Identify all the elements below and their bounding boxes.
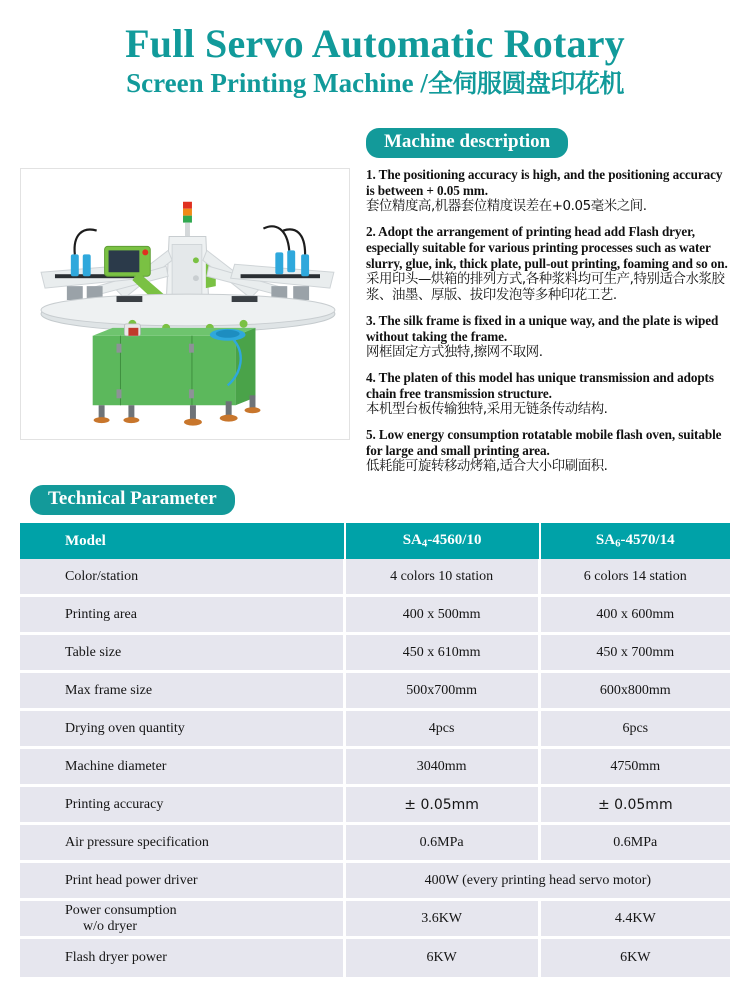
row-value-1: 3040mm bbox=[346, 749, 541, 787]
model-2-suffix: -4570/14 bbox=[620, 532, 675, 549]
table-header-row bbox=[20, 523, 730, 559]
machine-illustration bbox=[21, 169, 349, 439]
table-row bbox=[20, 787, 730, 825]
row-label: Drying oven quantity bbox=[20, 711, 346, 749]
description-item bbox=[366, 224, 734, 306]
description-item-cn: 网框固定方式独特,擦网不取网. bbox=[366, 345, 543, 361]
table-row bbox=[20, 597, 730, 635]
table-row bbox=[20, 635, 730, 673]
row-value-2: 0.6MPa bbox=[541, 825, 730, 863]
machine-description-section bbox=[366, 128, 734, 484]
row-value-1: 4 colors 10 station bbox=[346, 559, 541, 597]
description-item bbox=[366, 370, 734, 419]
table-row-merged bbox=[20, 863, 730, 901]
row-value-2: 6 colors 14 station bbox=[541, 559, 730, 597]
description-item-cn: 低耗能可旋转移动烤箱,适合大小印刷面积. bbox=[366, 458, 608, 474]
table-row bbox=[20, 559, 730, 597]
technical-parameter-badge: Technical Parameter bbox=[30, 485, 235, 515]
row-label-line1: Power consumption bbox=[65, 902, 177, 918]
row-label: Printing accuracy bbox=[20, 787, 346, 825]
row-label-line2: w/o dryer bbox=[83, 918, 138, 934]
table-row bbox=[20, 711, 730, 749]
row-label: Print head power driver bbox=[20, 863, 346, 901]
row-label: Table size bbox=[20, 635, 346, 673]
column-header-model: Model bbox=[20, 523, 346, 559]
product-photo bbox=[20, 168, 350, 440]
model-1-prefix: SA bbox=[402, 532, 422, 549]
row-label bbox=[20, 901, 346, 939]
description-item-en: 1. The positioning accuracy is high, and the positioning accuracy is between + 0.05 mm. bbox=[366, 166, 723, 198]
table-row bbox=[20, 673, 730, 711]
table-row bbox=[20, 749, 730, 787]
row-value-2: 400 x 600mm bbox=[541, 597, 730, 635]
row-value-1: 3.6KW bbox=[346, 901, 541, 939]
model-2-prefix: SA bbox=[595, 532, 616, 549]
technical-parameter-table bbox=[20, 523, 730, 977]
row-value-2: 4.4KW bbox=[541, 901, 730, 939]
row-value-2: 450 x 700mm bbox=[541, 635, 730, 673]
title-main: Full Servo Automatic Rotary bbox=[125, 21, 625, 66]
title-subtitle-en: Screen Printing Machine / bbox=[126, 68, 428, 99]
row-value-2: 6pcs bbox=[541, 711, 730, 749]
description-item-cn: 套位精度高,机器套位精度误差在+0.05毫米之间. bbox=[366, 198, 647, 214]
description-item-en: 5. Low energy consumption rotatable mobile flash oven, suitable for large and small printing area. bbox=[366, 427, 722, 458]
row-label: Flash dryer power bbox=[20, 939, 346, 977]
table-header bbox=[20, 523, 730, 559]
table-row bbox=[20, 825, 730, 863]
description-item-en: 3. The silk frame is fixed in a unique way, and the plate is wiped without taking the frame. bbox=[366, 313, 719, 345]
row-value-2: 4750mm bbox=[541, 749, 730, 787]
table-body bbox=[20, 559, 730, 977]
description-item-cn: 本机型台板传输独特,采用无链条传动结构. bbox=[366, 402, 608, 418]
title-subtitle-cn: 全伺服圆盘印花机 bbox=[427, 69, 624, 99]
description-list bbox=[366, 167, 734, 476]
row-value-2: 600x800mm bbox=[541, 673, 730, 711]
description-item bbox=[366, 167, 734, 216]
row-label: Air pressure specification bbox=[20, 825, 346, 863]
technical-parameter-badge-wrap bbox=[30, 485, 235, 515]
description-item bbox=[366, 427, 734, 476]
row-value-1: ± 0.05mm bbox=[346, 787, 541, 825]
model-1-sub: 4 bbox=[421, 537, 428, 550]
row-value-1: 6KW bbox=[346, 939, 541, 977]
description-item-en: 4. The platen of this model has unique transmission and adopts chain free transmission structure. bbox=[366, 370, 714, 402]
model-2-sub: 6 bbox=[615, 537, 621, 550]
row-label: Color/station bbox=[20, 559, 346, 597]
column-header-model-1 bbox=[346, 523, 541, 559]
row-value-1: 450 x 610mm bbox=[346, 635, 541, 673]
model-1-suffix: -4560/10 bbox=[427, 532, 482, 549]
machine-description-badge: Machine description bbox=[366, 128, 568, 158]
column-header-model-2 bbox=[541, 523, 730, 559]
row-value-1: 0.6MPa bbox=[346, 825, 541, 863]
title-subtitle bbox=[0, 69, 750, 99]
description-item bbox=[366, 313, 734, 362]
overview-section bbox=[0, 120, 750, 474]
description-item-en: 2. Adopt the arrangement of printing head add Flash dryer, especially suitable for various printing processes such as water slurry, glue, ink, thick plate, pull-out printing, foaming and so on. bbox=[366, 223, 728, 271]
row-value-1: 500x700mm bbox=[346, 673, 541, 711]
row-label: Printing area bbox=[20, 597, 346, 635]
row-label: Max frame size bbox=[20, 673, 346, 711]
table-row bbox=[20, 939, 730, 977]
technical-parameter-table-wrap bbox=[20, 523, 730, 977]
control-panel bbox=[105, 246, 151, 276]
row-label: Machine diameter bbox=[20, 749, 346, 787]
row-value-2: ± 0.05mm bbox=[541, 787, 730, 825]
page-title bbox=[0, 0, 750, 99]
row-value-merged: 400W (every printing head servo motor) bbox=[346, 863, 730, 901]
row-value-1: 4pcs bbox=[346, 711, 541, 749]
row-value-2: 6KW bbox=[541, 939, 730, 977]
row-value-1: 400 x 500mm bbox=[346, 597, 541, 635]
description-item-cn: 采用印头—烘箱的排列方式,各种浆料均可生产,特别适合水浆胶浆、油墨、厚版、拔印发泡等多种印花工艺. bbox=[366, 271, 725, 304]
table-row bbox=[20, 901, 730, 939]
